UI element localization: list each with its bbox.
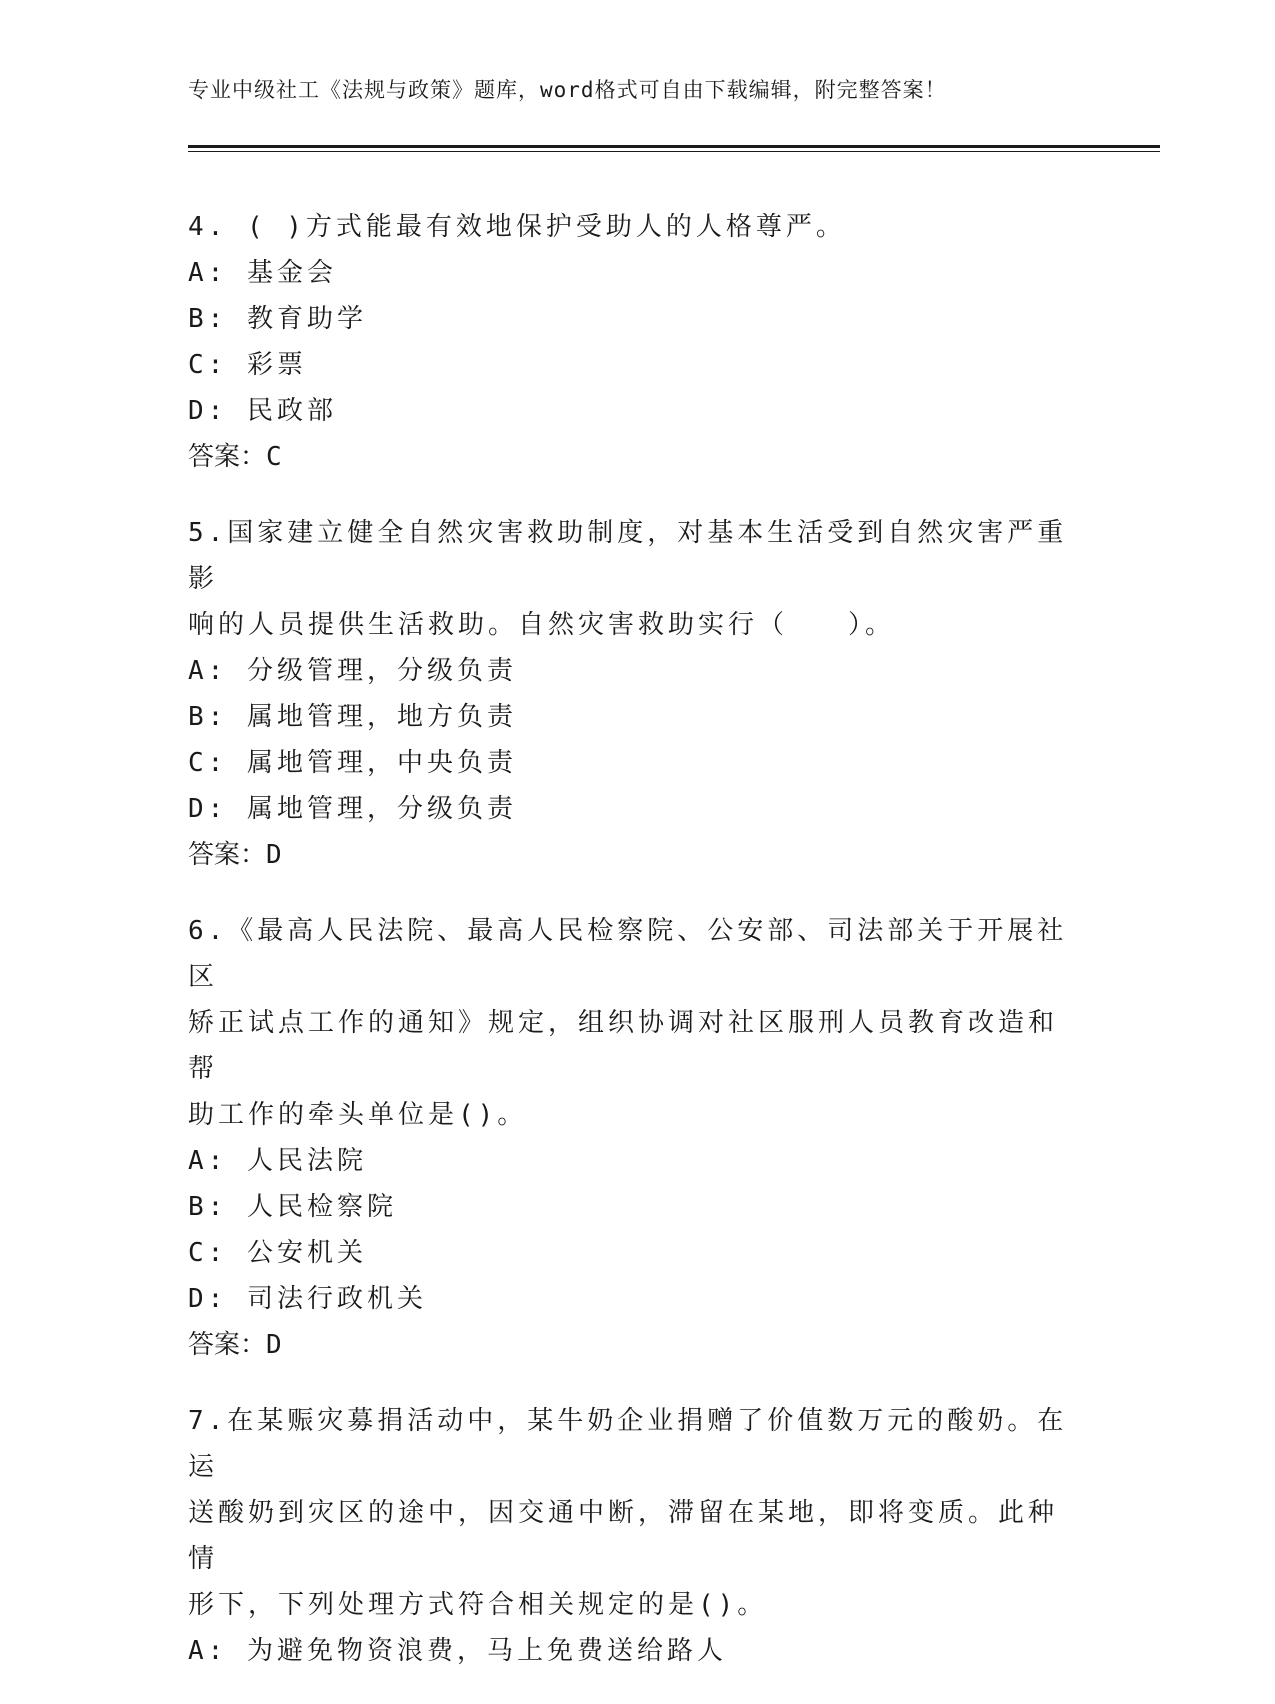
- answer-value: C: [266, 442, 282, 472]
- option-b: B: 属地管理，地方负责: [188, 702, 517, 732]
- answer-label: 答案：: [188, 442, 267, 472]
- question-6: [188, 908, 1068, 1368]
- option-b: B: 人民检察院: [188, 1192, 397, 1222]
- option-d: D: 司法行政机关: [188, 1284, 427, 1314]
- option-a: A: 为避免物资浪费，马上免费送给路人: [188, 1636, 727, 1666]
- option-a: A: 基金会: [188, 258, 337, 288]
- option-c: C: 属地管理，中央负责: [188, 748, 517, 778]
- question-text: 响的人员提供生活救助。自然灾害救助实行（ ）。: [188, 610, 896, 640]
- answer: [188, 1322, 1068, 1368]
- question-5: [188, 510, 1068, 878]
- answer-label: 答案：: [188, 1330, 267, 1360]
- option-a: A: 分级管理，分级负责: [188, 656, 517, 686]
- option-b: B: 教育助学: [188, 304, 367, 334]
- question-text: 6.《最高人民法院、最高人民检察院、公安部、司法部关于开展社区: [188, 916, 1068, 992]
- option-c: C: 彩票: [188, 350, 307, 380]
- question-list: [188, 204, 1068, 1704]
- answer: [188, 832, 1068, 878]
- option-a: A: 人民法院: [188, 1146, 367, 1176]
- header-rule-thin: [188, 151, 1160, 152]
- answer-value: D: [266, 1330, 282, 1360]
- question-7: [188, 1398, 1068, 1674]
- question-text: 助工作的牵头单位是()。: [188, 1100, 528, 1130]
- option-d: D: 属地管理，分级负责: [188, 794, 517, 824]
- question-text: 送酸奶到灾区的途中，因交通中断，滞留在某地，即将变质。此种情: [188, 1498, 1059, 1574]
- question-text: 5.国家建立健全自然灾害救助制度，对基本生活受到自然灾害严重影: [188, 518, 1068, 594]
- option-d: D: 民政部: [188, 396, 337, 426]
- question-text: 形下，下列处理方式符合相关规定的是()。: [188, 1590, 768, 1620]
- option-c: C: 公安机关: [188, 1238, 367, 1268]
- question-text: 矫正试点工作的通知》规定，组织协调对社区服刑人员教育改造和帮: [188, 1008, 1059, 1084]
- question-text: 7.在某赈灾募捐活动中，某牛奶企业捐赠了价值数万元的酸奶。在运: [188, 1406, 1068, 1482]
- question-text: 4. ( )方式能最有效地保护受助人的人格尊严。: [188, 212, 846, 242]
- answer-value: D: [266, 840, 282, 870]
- answer: [188, 434, 1068, 480]
- header-rule-thick: [188, 145, 1160, 148]
- question-4: [188, 204, 1068, 480]
- page-header: 专业中级社工《法规与政策》题库，word格式可自由下载编辑，附完整答案！: [188, 78, 947, 102]
- answer-label: 答案：: [188, 840, 267, 870]
